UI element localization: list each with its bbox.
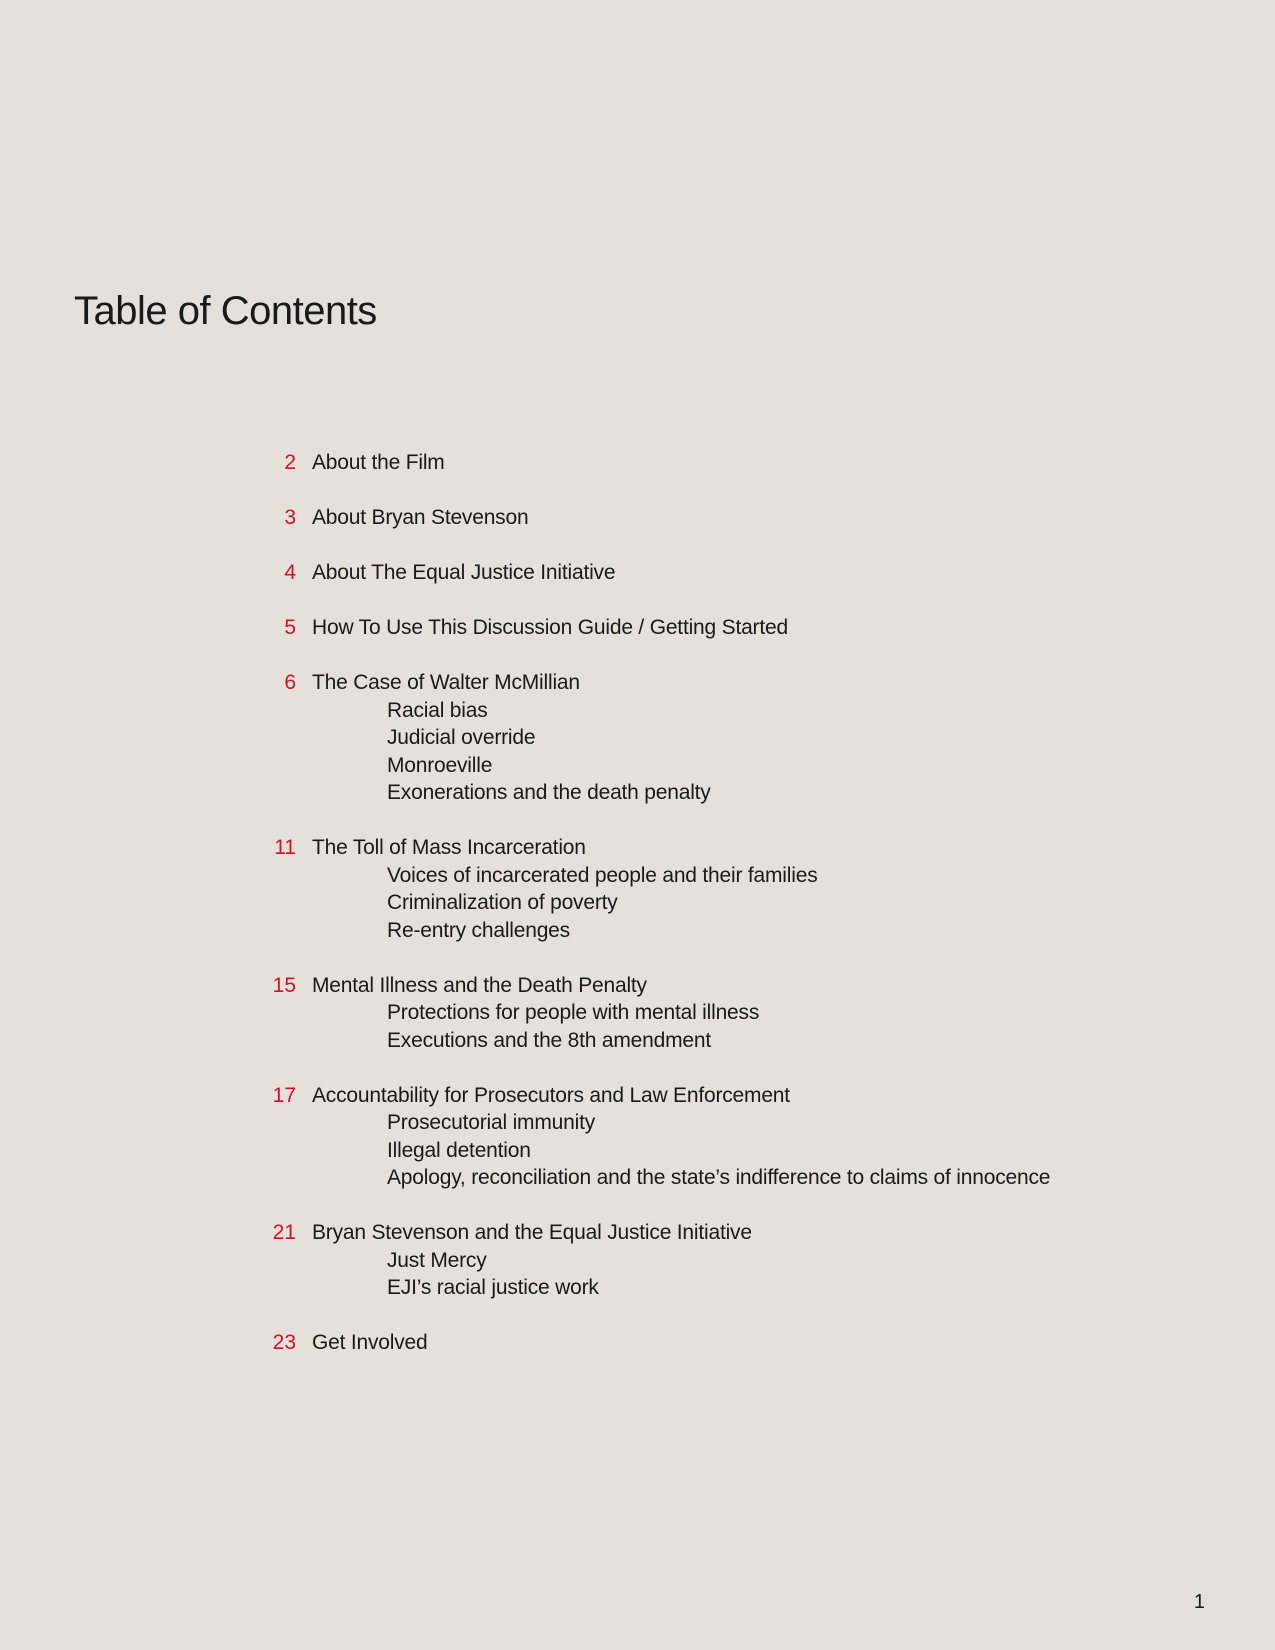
toc-entry <box>240 972 1200 1055</box>
page-number: 1 <box>1193 1591 1205 1613</box>
toc-entry <box>240 449 1200 477</box>
toc-entry-line[interactable] <box>240 1219 1200 1247</box>
toc-entry-title: Get Involved <box>312 1331 428 1354</box>
toc-subtopic[interactable]: Apology, reconciliation and the state’s indifference to claims of innocence <box>387 1166 1051 1189</box>
toc-subtopic[interactable]: Monroeville <box>387 753 493 777</box>
toc-subtopic[interactable]: Illegal detention <box>387 1138 531 1162</box>
toc-entry-line[interactable] <box>240 834 1200 862</box>
toc-entry-line[interactable] <box>240 1082 1200 1110</box>
toc-entry <box>240 1082 1200 1192</box>
toc-entry-title: About the Film <box>312 451 445 474</box>
toc-page-number: 6 <box>284 671 296 694</box>
toc-subtopic[interactable]: Re-entry challenges <box>387 918 570 942</box>
toc-entry <box>240 1329 1200 1357</box>
toc-entry <box>240 504 1200 532</box>
toc-page-number: 17 <box>272 1083 296 1107</box>
toc-entry-line[interactable] <box>240 1329 1200 1357</box>
toc-subtopic-list <box>240 862 1200 945</box>
toc-subtopic-list <box>240 999 1200 1054</box>
toc-page-number: 11 <box>274 836 296 859</box>
toc-subtopic[interactable]: Racial bias <box>387 698 488 722</box>
toc-entry <box>240 1219 1200 1302</box>
toc-entry-title: Mental Illness and the Death Penalty <box>312 973 647 997</box>
toc-page-number: 23 <box>272 1331 296 1354</box>
toc-subtopic-list <box>240 1109 1200 1192</box>
toc-entry-title: How To Use This Discussion Guide / Getting Started <box>312 616 788 639</box>
toc-page-number: 4 <box>284 561 296 584</box>
toc-subtopic[interactable]: Judicial override <box>387 726 536 749</box>
toc-subtopic[interactable]: Executions and the 8th amendment <box>387 1028 711 1052</box>
toc-page-number: 21 <box>272 1221 296 1244</box>
toc-page-number: 5 <box>284 616 296 639</box>
toc-entry <box>240 614 1200 642</box>
toc-subtopic[interactable]: Just Mercy <box>387 1248 487 1272</box>
toc-entry-title: The Case of Walter McMillian <box>312 671 580 694</box>
toc-subtopic[interactable]: Voices of incarcerated people and their families <box>387 863 818 887</box>
table-of-contents <box>240 449 1200 1384</box>
toc-entry-line[interactable] <box>240 972 1200 1000</box>
toc-subtopic[interactable]: Criminalization of poverty <box>387 891 618 914</box>
toc-entry-line[interactable] <box>240 669 1200 697</box>
toc-subtopic[interactable]: Prosecutorial immunity <box>387 1111 595 1134</box>
toc-entry <box>240 559 1200 587</box>
toc-subtopic[interactable]: Protections for people with mental illness <box>387 1001 760 1024</box>
toc-page-number: 3 <box>284 506 296 529</box>
toc-entry-title: The Toll of Mass Incarceration <box>312 836 586 859</box>
toc-subtopic-list <box>240 1247 1200 1302</box>
page-title: Table of Contents <box>74 289 377 333</box>
toc-entry-line[interactable] <box>240 449 1200 477</box>
toc-subtopic[interactable]: EJI’s racial justice work <box>387 1276 599 1299</box>
toc-entry-title: About Bryan Stevenson <box>312 506 529 529</box>
toc-page-number: 2 <box>284 451 296 474</box>
toc-page-number: 15 <box>272 973 296 997</box>
toc-entry-title: About The Equal Justice Initiative <box>312 561 616 584</box>
toc-entry <box>240 669 1200 807</box>
toc-entry-line[interactable] <box>240 559 1200 587</box>
toc-entry-line[interactable] <box>240 614 1200 642</box>
toc-subtopic[interactable]: Exonerations and the death penalty <box>387 781 711 804</box>
toc-entry-line[interactable] <box>240 504 1200 532</box>
toc-entry-title: Bryan Stevenson and the Equal Justice Initiative <box>312 1221 752 1244</box>
toc-entry <box>240 834 1200 944</box>
toc-subtopic-list <box>240 697 1200 807</box>
toc-entry-title: Accountability for Prosecutors and Law Enforcement <box>312 1083 790 1107</box>
